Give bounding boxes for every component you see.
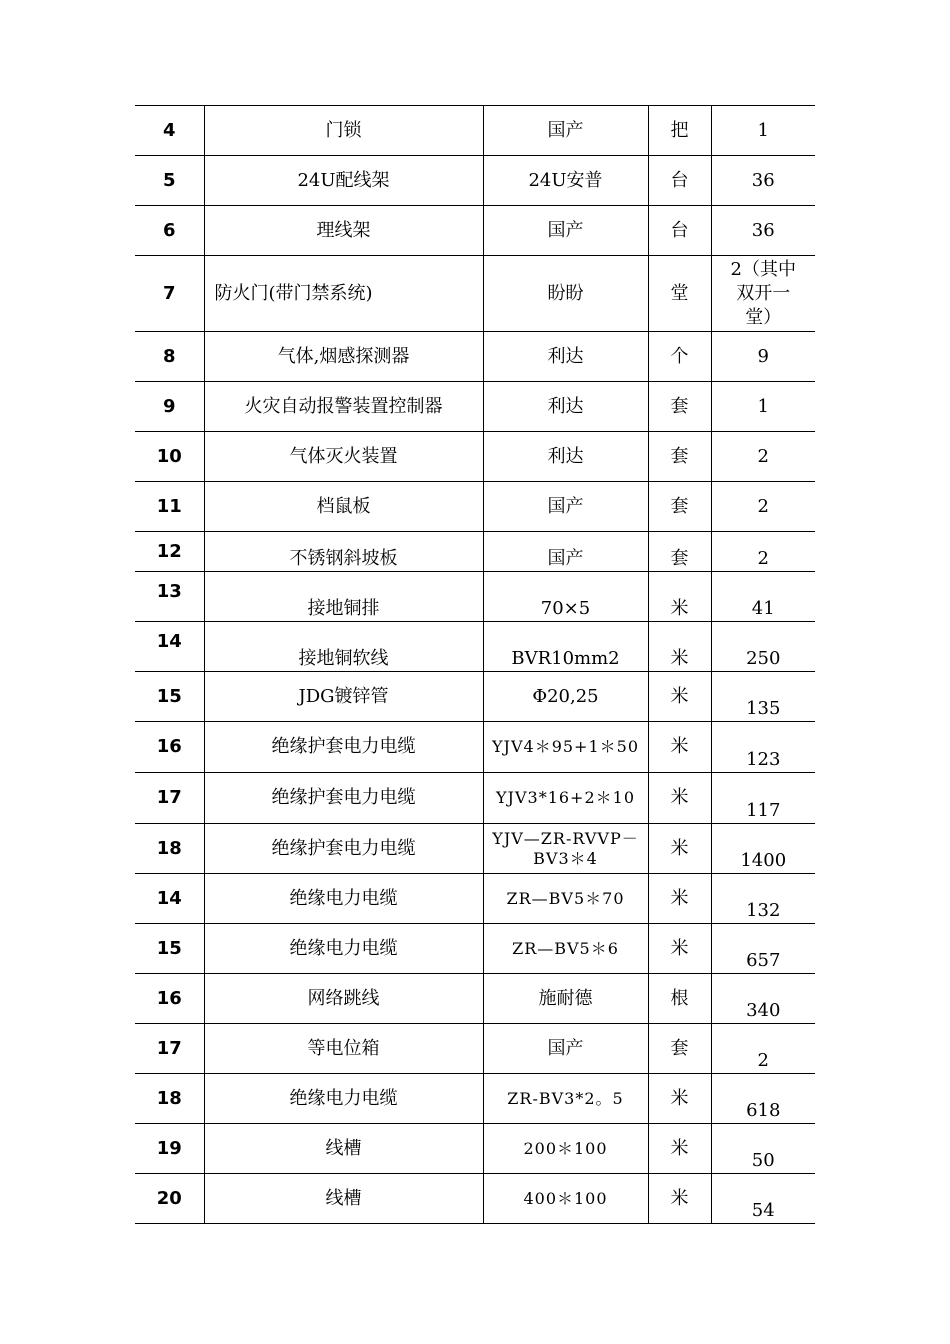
item-quantity: 2 <box>711 532 815 572</box>
item-quantity: 2 <box>711 1024 815 1074</box>
item-spec: 国产 <box>483 1024 648 1074</box>
item-unit: 堂 <box>648 256 711 332</box>
row-number: 16 <box>135 974 204 1024</box>
row-number: 18 <box>135 1074 204 1124</box>
table-row <box>135 924 815 974</box>
item-spec: 70×5 <box>483 572 648 622</box>
item-quantity: 117 <box>711 773 815 824</box>
item-name: 绝缘电力电缆 <box>204 874 483 924</box>
table-row <box>135 332 815 382</box>
table-row <box>135 432 815 482</box>
item-unit: 台 <box>648 156 711 206</box>
row-number: 5 <box>135 156 204 206</box>
table-row <box>135 1074 815 1124</box>
item-name: 不锈钢斜坡板 <box>204 532 483 572</box>
item-name: 绝缘护套电力电缆 <box>204 773 483 824</box>
item-name: 绝缘护套电力电缆 <box>204 722 483 773</box>
row-number: 20 <box>135 1174 204 1224</box>
item-quantity: 2 <box>711 482 815 532</box>
table-row <box>135 482 815 532</box>
item-quantity: 1400 <box>711 824 815 874</box>
item-quantity: 618 <box>711 1074 815 1124</box>
item-name: 气体,烟感探测器 <box>204 332 483 382</box>
item-spec: BVR10mm2 <box>483 622 648 672</box>
table-row <box>135 106 815 156</box>
item-spec: YJV4＊95+1＊50 <box>483 722 648 773</box>
table-row <box>135 256 815 332</box>
item-quantity: 340 <box>711 974 815 1024</box>
item-spec: 利达 <box>483 432 648 482</box>
item-unit: 米 <box>648 1124 711 1174</box>
table-row <box>135 874 815 924</box>
item-quantity: 250 <box>711 622 815 672</box>
item-name: 防火门(带门禁系统) <box>204 256 483 332</box>
item-unit: 台 <box>648 206 711 256</box>
item-spec: 施耐德 <box>483 974 648 1024</box>
item-quantity: 2 <box>711 432 815 482</box>
row-number: 11 <box>135 482 204 532</box>
item-spec: 国产 <box>483 106 648 156</box>
table-row <box>135 1174 815 1224</box>
item-name: 线槽 <box>204 1124 483 1174</box>
item-spec: Φ20,25 <box>483 672 648 722</box>
item-name: 绝缘电力电缆 <box>204 924 483 974</box>
table-row <box>135 974 815 1024</box>
table-row <box>135 622 815 672</box>
table-row <box>135 824 815 874</box>
item-unit: 米 <box>648 824 711 874</box>
item-name: 网络跳线 <box>204 974 483 1024</box>
item-spec: 24U安普 <box>483 156 648 206</box>
row-number: 18 <box>135 824 204 874</box>
item-name: 门锁 <box>204 106 483 156</box>
item-quantity: 132 <box>711 874 815 924</box>
item-unit: 米 <box>648 722 711 773</box>
item-quantity: 2（其中双开一堂） <box>711 256 815 332</box>
table-row <box>135 532 815 572</box>
item-unit: 米 <box>648 874 711 924</box>
table-row <box>135 672 815 722</box>
item-name: 气体灭火装置 <box>204 432 483 482</box>
row-number: 7 <box>135 256 204 332</box>
item-spec: 利达 <box>483 382 648 432</box>
item-spec: 国产 <box>483 532 648 572</box>
item-name: 24U配线架 <box>204 156 483 206</box>
item-spec: 国产 <box>483 206 648 256</box>
row-number: 6 <box>135 206 204 256</box>
row-number: 4 <box>135 106 204 156</box>
item-spec: ZR-BV3*2。5 <box>483 1074 648 1124</box>
item-name: 接地铜软线 <box>204 622 483 672</box>
table-row <box>135 572 815 622</box>
item-quantity: 123 <box>711 722 815 773</box>
item-quantity: 9 <box>711 332 815 382</box>
item-spec: YJV3*16+2＊10 <box>483 773 648 824</box>
item-unit: 把 <box>648 106 711 156</box>
item-quantity: 36 <box>711 156 815 206</box>
item-unit: 套 <box>648 532 711 572</box>
item-unit: 米 <box>648 924 711 974</box>
item-spec: 盼盼 <box>483 256 648 332</box>
row-number: 14 <box>135 874 204 924</box>
table-row <box>135 206 815 256</box>
item-spec: 国产 <box>483 482 648 532</box>
item-quantity: 1 <box>711 382 815 432</box>
item-unit: 套 <box>648 432 711 482</box>
item-quantity: 135 <box>711 672 815 722</box>
item-spec: YJV—ZR-RVVP－BV3＊4 <box>483 824 648 874</box>
item-name: JDG镀锌管 <box>204 672 483 722</box>
item-quantity: 50 <box>711 1124 815 1174</box>
item-unit: 套 <box>648 482 711 532</box>
row-number: 8 <box>135 332 204 382</box>
item-name: 理线架 <box>204 206 483 256</box>
row-number: 9 <box>135 382 204 432</box>
row-number: 14 <box>135 622 204 672</box>
item-quantity: 36 <box>711 206 815 256</box>
table-row <box>135 156 815 206</box>
row-number: 15 <box>135 672 204 722</box>
table-row <box>135 773 815 824</box>
item-unit: 套 <box>648 1024 711 1074</box>
item-name: 绝缘护套电力电缆 <box>204 824 483 874</box>
item-name: 接地铜排 <box>204 572 483 622</box>
item-name: 档鼠板 <box>204 482 483 532</box>
item-quantity: 657 <box>711 924 815 974</box>
item-quantity: 41 <box>711 572 815 622</box>
item-spec: 利达 <box>483 332 648 382</box>
item-spec: 400＊100 <box>483 1174 648 1224</box>
table-row <box>135 382 815 432</box>
item-unit: 个 <box>648 332 711 382</box>
row-number: 19 <box>135 1124 204 1174</box>
row-number: 17 <box>135 1024 204 1074</box>
item-quantity: 1 <box>711 106 815 156</box>
item-unit: 米 <box>648 1074 711 1124</box>
row-number: 16 <box>135 722 204 773</box>
item-spec: ZR—BV5＊6 <box>483 924 648 974</box>
item-unit: 米 <box>648 773 711 824</box>
item-name: 绝缘电力电缆 <box>204 1074 483 1124</box>
table-row <box>135 722 815 773</box>
table-row <box>135 1124 815 1174</box>
row-number: 12 <box>135 532 204 572</box>
table-row <box>135 1024 815 1074</box>
item-quantity: 54 <box>711 1174 815 1224</box>
row-number: 17 <box>135 773 204 824</box>
item-unit: 套 <box>648 382 711 432</box>
item-unit: 米 <box>648 1174 711 1224</box>
item-name: 等电位箱 <box>204 1024 483 1074</box>
row-number: 15 <box>135 924 204 974</box>
item-unit: 米 <box>648 572 711 622</box>
item-name: 线槽 <box>204 1174 483 1224</box>
item-spec: 200＊100 <box>483 1124 648 1174</box>
item-spec: ZR—BV5＊70 <box>483 874 648 924</box>
row-number: 10 <box>135 432 204 482</box>
item-unit: 米 <box>648 672 711 722</box>
item-unit: 根 <box>648 974 711 1024</box>
equipment-table <box>135 105 815 1224</box>
item-unit: 米 <box>648 622 711 672</box>
item-name: 火灾自动报警装置控制器 <box>204 382 483 432</box>
row-number: 13 <box>135 572 204 622</box>
